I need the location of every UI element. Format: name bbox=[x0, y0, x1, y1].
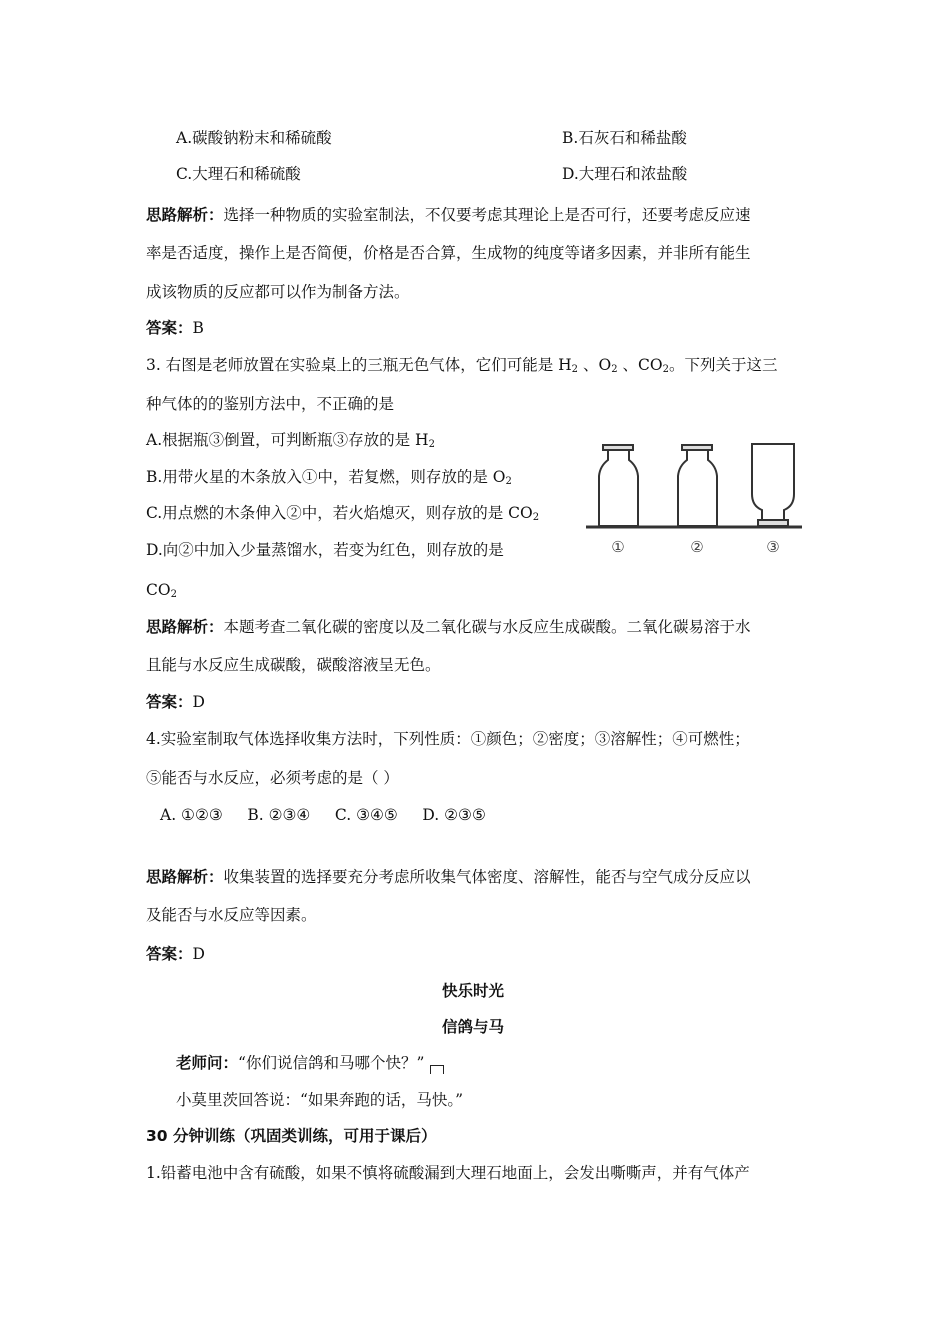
q4-answer bbox=[146, 944, 205, 964]
return-mark-icon bbox=[430, 1065, 444, 1074]
teacher-question bbox=[176, 1053, 444, 1074]
q4-stem-line1: 4.实验室制取气体选择收集方法时，下列性质：①颜色；②密度；③溶解性；④可燃性； bbox=[146, 730, 750, 748]
q3-analysis-text1: 本题考查二氧化碳的密度以及二氧化碳与水反应生成碳酸。二氧化碳易溶于水 bbox=[223, 618, 751, 636]
q3-sub-o2: 2 bbox=[611, 364, 618, 375]
q3-stem-part-a: 3. 右图是老师放置在实验桌上的三瓶无色气体，它们可能是 H bbox=[146, 356, 572, 374]
q2-analysis-line1 bbox=[146, 205, 751, 225]
q4-analysis-label: 思路解析： bbox=[146, 868, 224, 886]
q2-option-a: A.碳酸钠粉末和稀硫酸 bbox=[176, 129, 332, 147]
q3-sub-co2: 2 bbox=[662, 364, 669, 375]
q3-option-d-co: CO bbox=[146, 581, 171, 599]
q4-analysis-text1: 收集装置的选择要充分考虑所收集气体密度、溶解性，能否与空气成分反应以 bbox=[223, 868, 751, 886]
q3-stem-line2: 种气体的的鉴别方法中，不正确的是 bbox=[146, 395, 395, 413]
teacher-label: 老师问： bbox=[176, 1054, 239, 1072]
q4-answer-label: 答案： bbox=[146, 945, 193, 963]
q3-option-a-text: A.根据瓶③倒置，可判断瓶③存放的是 H bbox=[146, 431, 429, 449]
q3-analysis-line2: 且能与水反应生成碳酸，碳酸溶液呈无色。 bbox=[146, 656, 441, 674]
happy-time-heading: 快乐时光 bbox=[442, 982, 505, 1000]
q2-option-d: D.大理石和浓盐酸 bbox=[562, 165, 688, 183]
q4-analysis-line2: 及能否与水反应等因素。 bbox=[146, 906, 317, 924]
q2-answer-value: B bbox=[192, 319, 204, 337]
q3-option-d: D.向②中加入少量蒸馏水，若变为红色，则存放的是 bbox=[146, 541, 504, 559]
q3-answer bbox=[146, 692, 205, 712]
q2-analysis-text1: 选择一种物质的实验室制法，不仅要考虑其理论上是否可行，还要考虑反应速 bbox=[223, 206, 751, 224]
q2-analysis-line3: 成该物质的反应都可以作为制备方法。 bbox=[146, 283, 410, 301]
bottle-2-icon bbox=[678, 445, 717, 526]
happy-time-subheading: 信鸽与马 bbox=[442, 1018, 505, 1036]
q2-option-b: B.石灰石和稀盐酸 bbox=[562, 129, 687, 147]
q3-analysis-line1 bbox=[146, 617, 751, 637]
q3-option-a bbox=[146, 430, 435, 455]
bottle-1-icon bbox=[599, 445, 638, 526]
q3-option-c-sub: 2 bbox=[532, 512, 540, 523]
q3-analysis-label: 思路解析： bbox=[146, 618, 224, 636]
student-reply: 小莫里茨回答说：“如果奔跑的话，马快。” bbox=[176, 1091, 464, 1109]
q3-option-c bbox=[146, 503, 539, 528]
bottle-3-label: ③ bbox=[766, 538, 780, 556]
q3-option-b-sub: 2 bbox=[505, 476, 512, 487]
training-q1-line: 1.铅蓄电池中含有硫酸，如果不慎将硫酸漏到大理石地面上，会发出嘶嘶声，并有气体产 bbox=[146, 1164, 750, 1182]
q3-option-d-cont bbox=[146, 580, 177, 605]
q3-stem-part-d: 。下列关于这三 bbox=[668, 356, 778, 374]
q3-stem-part-c: 、CO bbox=[617, 356, 663, 374]
q3-answer-label: 答案： bbox=[146, 693, 193, 711]
bottle-2-label: ② bbox=[690, 538, 704, 556]
q3-option-d-sub: 2 bbox=[170, 589, 177, 600]
q3-option-b-text: B.用带火星的木条放入①中，若复燃，则存放的是 O bbox=[146, 468, 506, 486]
q3-answer-value: D bbox=[192, 693, 205, 711]
q4-analysis-line1 bbox=[146, 867, 751, 887]
gas-bottles-figure bbox=[584, 436, 804, 560]
q3-option-b bbox=[146, 467, 512, 492]
q3-stem-part-b: 、O bbox=[578, 356, 612, 374]
q2-analysis-label: 思路解析： bbox=[146, 206, 224, 224]
q3-option-c-text: C.用点燃的木条伸入②中，若火焰熄灭，则存放的是 CO bbox=[146, 504, 533, 522]
q4-answer-value: D bbox=[192, 945, 205, 963]
q3-sub-h2: 2 bbox=[571, 364, 579, 375]
q3-stem-line1 bbox=[146, 355, 777, 380]
q2-analysis-line2: 率是否适度，操作上是否简便，价格是否合算，生成物的纯度等诸多因素，并非所有能生 bbox=[146, 244, 751, 262]
q4-options: A. ①②③ B. ②③④ C. ③④⑤ D. ②③⑤ bbox=[160, 806, 486, 824]
q4-stem-line2: ⑤能否与水反应，必须考虑的是（ ） bbox=[146, 769, 399, 787]
q2-answer-label: 答案： bbox=[146, 319, 193, 337]
q2-option-c: C.大理石和稀硫酸 bbox=[176, 165, 301, 183]
teacher-text: “你们说信鸽和马哪个快？” bbox=[238, 1054, 425, 1072]
bottle-1-label: ① bbox=[611, 538, 625, 556]
section-title: 30 分钟训练（巩固类训练，可用于课后） bbox=[146, 1127, 437, 1145]
bottle-3-inverted-icon bbox=[752, 444, 794, 526]
q2-answer bbox=[146, 318, 204, 338]
q3-option-a-sub: 2 bbox=[428, 439, 435, 450]
